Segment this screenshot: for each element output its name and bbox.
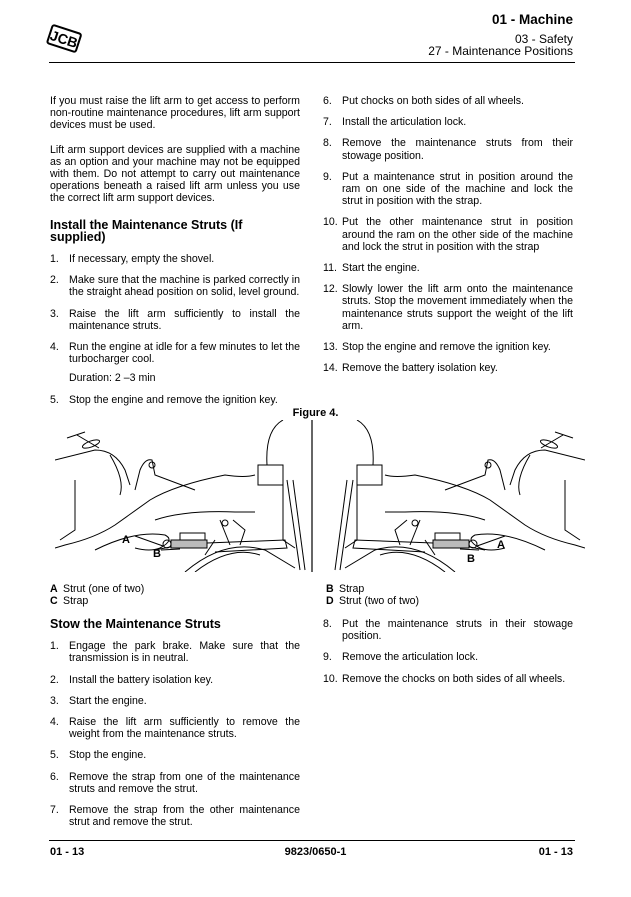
step-text: If necessary, empty the shovel. (69, 253, 215, 266)
list-item (50, 804, 300, 828)
step-number: 1. (50, 640, 59, 653)
step-text: Run the engine at idle for a few minutes to let the turbocharger cool. (69, 341, 300, 366)
step-text: Raise the lift arm sufficiently to install the maintenance struts. (69, 307, 300, 332)
list-item (323, 116, 573, 128)
legend-text: Strap (63, 595, 89, 608)
list-item (50, 716, 300, 740)
step-text: Engage the park brake. Make sure that the transmission is in neutral. (69, 640, 300, 665)
footer-rule (49, 840, 575, 841)
step-text: Start the engine. (69, 694, 147, 707)
list-item (323, 283, 573, 332)
install-heading: Install the Maintenance Struts (If supplied) (50, 217, 243, 244)
list-item (50, 308, 300, 332)
step-text: Slowly lower the lift arm onto the maintenance struts. Stop the movement immediately when the maintenance struts support the weight of the lift arm. (342, 283, 573, 332)
step-number: 1. (50, 253, 59, 266)
list-item (50, 674, 300, 686)
step-number: 7. (323, 116, 332, 129)
step-text: Put a maintenance strut in position around the ram on one side of the machine and lock the strut in position with the strap. (342, 170, 573, 208)
legend-text: Strut (one of two) (63, 583, 145, 595)
legend-text: Strut (two of two) (339, 595, 420, 608)
legend-key: A (50, 583, 58, 595)
callout-label-a: A (497, 539, 505, 551)
step-number: 10. (323, 216, 338, 229)
step-number: 7. (50, 804, 59, 817)
install-steps-list (50, 253, 300, 406)
step-number: 4. (50, 341, 59, 354)
list-item (323, 95, 573, 107)
list-item (323, 262, 573, 274)
step-number: 8. (323, 137, 332, 150)
step-text: Put the maintenance struts in their stowage position. (342, 618, 573, 643)
stow-steps-list-continued (323, 618, 573, 685)
install-left-column (50, 95, 300, 415)
step-text: Remove the strap from the other maintenance strut and remove the strut. (69, 804, 300, 829)
step-number: 9. (323, 651, 332, 664)
step-text: Remove the strap from one of the maintenance struts and remove the strut. (69, 770, 300, 795)
section-title: 03 - Safety (514, 32, 573, 46)
stow-steps-list (50, 640, 300, 828)
callout-label-b: B (467, 553, 475, 565)
step-text: Make sure that the machine is parked correctly in the straight ahead position on solid, level ground. (69, 274, 300, 299)
footer-page-right: 01 - 13 (538, 846, 573, 858)
install-steps-list-continued (323, 95, 573, 374)
list-item (50, 771, 300, 795)
legend-key: D (326, 595, 334, 608)
step-number: 5. (50, 749, 59, 762)
step-number: 6. (50, 770, 59, 783)
stow-right-column (323, 618, 573, 694)
footer-document-number: 9823/0650-1 (284, 846, 347, 858)
list-item (323, 673, 573, 685)
callout-leader (460, 549, 479, 550)
step-number: 11. (323, 262, 337, 275)
subsection-title: 27 - Maintenance Positions (428, 44, 573, 58)
legend-item (326, 583, 419, 595)
list-item (50, 341, 300, 385)
step-number: 5. (50, 393, 59, 406)
legend-item (50, 595, 144, 607)
step-number: 9. (323, 170, 332, 183)
figure-legend-left (50, 583, 144, 607)
figure-title: Figure 4. (292, 407, 339, 419)
step-text: Install the battery isolation key. (69, 673, 214, 686)
step-number: 4. (50, 716, 59, 729)
step-number: 3. (50, 694, 59, 707)
list-item (50, 640, 300, 664)
step-text: Start the engine. (342, 262, 420, 275)
stow-heading: Stow the Maintenance Struts (50, 617, 221, 631)
list-item (50, 749, 300, 761)
list-item (50, 695, 300, 707)
step-number: 13. (323, 341, 338, 354)
step-text: Put the other maintenance strut in position around the ram on the other side of the machine and lock the strut in position with the strap (342, 216, 573, 253)
list-item (50, 274, 300, 298)
step-number: 10. (323, 672, 338, 685)
footer-page-left: 01 - 13 (50, 846, 85, 858)
list-item (50, 394, 300, 406)
duration-note: Duration: 2 –3 min (69, 372, 156, 385)
step-text: Remove the chocks on both sides of all wheels. (342, 672, 566, 685)
legend-key: C (50, 595, 58, 608)
callout-leader (135, 536, 163, 546)
list-item (323, 137, 573, 161)
step-text: Stop the engine. (69, 749, 147, 762)
callout-label-b: B (153, 548, 161, 560)
step-text: Remove the articulation lock. (342, 651, 479, 664)
callout-leader (161, 549, 180, 550)
callout-label-a: A (122, 534, 130, 546)
intro-paragraph: If you must raise the lift arm to get access to perform non-routine maintenance procedures, lift arm support devices must be used. (50, 95, 300, 132)
svg-text:JCB: JCB (48, 27, 80, 51)
step-text: Stop the engine and remove the ignition key. (69, 393, 278, 406)
install-right-column (323, 95, 573, 383)
maintenance-strut-illustration (55, 420, 585, 572)
list-item (50, 253, 300, 265)
step-number: 8. (323, 618, 332, 630)
intro-paragraph: Lift arm support devices are supplied with a machine as an option and your machine may not be equipped with them. Do not attempt to carry out maintenance operations beneath a raised lift arm unless you use the correct lift arm support devices. (50, 143, 300, 205)
list-item (323, 171, 573, 208)
step-text: Stop the engine and remove the ignition key. (342, 341, 551, 354)
legend-item (50, 583, 144, 595)
stow-left-column (50, 618, 300, 837)
list-item (323, 341, 573, 353)
legend-item (326, 595, 419, 607)
list-item (323, 618, 573, 642)
step-number: 2. (50, 673, 59, 686)
figure-legend-right (326, 583, 419, 607)
jcb-logo (44, 22, 84, 56)
step-number: 12. (323, 283, 338, 296)
legend-text: Strap (339, 583, 365, 595)
step-text: Put chocks on both sides of all wheels. (342, 95, 524, 107)
step-number: 14. (323, 362, 338, 375)
chapter-title: 01 - Machine (491, 12, 573, 27)
step-text: Remove the battery isolation key. (342, 362, 498, 375)
legend-key: B (326, 583, 334, 595)
step-number: 3. (50, 307, 59, 320)
step-text: Raise the lift arm sufficiently to remove the weight from the maintenance struts. (69, 716, 300, 741)
step-text: Remove the maintenance struts from their stowage position. (342, 137, 573, 162)
list-item (323, 362, 573, 374)
list-item (323, 651, 573, 663)
step-number: 6. (323, 95, 332, 107)
header-rule (49, 62, 575, 63)
step-text: Install the articulation lock. (342, 116, 467, 129)
step-number: 2. (50, 274, 59, 287)
list-item (323, 216, 573, 253)
